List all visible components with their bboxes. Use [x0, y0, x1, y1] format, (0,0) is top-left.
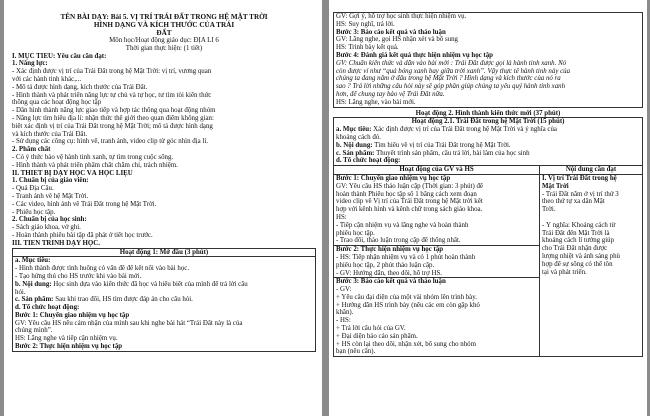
step-line: + Yêu cầu đại diện của một vài nhóm lên trình bày.: [336, 293, 477, 301]
content-title: I. Vị trí Trái Đất trong hệ: [542, 174, 617, 182]
text-line: 1. Chuẩn bị của giáo viên:: [12, 177, 89, 185]
lesson-title: TÊN BÀI DẠY: Bài 5. VỊ TRÍ TRÁI ĐẤT TRONG HỆ MẶT TRỜI: [60, 13, 268, 21]
warmup-title: Hoạt động 1: Mở đầu (3 phút): [13, 249, 315, 258]
step-line: + Trả lời câu hỏi của GV.: [336, 325, 406, 333]
step-line: video clip về Vị trí của Trái Đất trong hệ Mặt trời kết: [336, 198, 483, 206]
subject-line: Môn học/Hoạt động giáo dục: ĐỊA LÍ 6: [109, 37, 219, 44]
text-line: - Dần hình thành năng lực giao tiếp và hợp tác thông qua hoạt động nhóm: [12, 107, 216, 115]
activity-2-1-body: [334, 126, 642, 165]
text-line: thông qua các hoạt động học tập: [12, 99, 102, 107]
text-line: - Sử dụng các công cụ: hình vẽ, tranh ảnh, video clip từ góc nhìn địa lí.: [12, 138, 208, 146]
teacher-student-column: [334, 166, 540, 356]
text-line: 1. Năng lực:: [12, 60, 48, 68]
time-line: Thời gian thực hiện: (1 tiết): [125, 44, 203, 52]
step-cell: [334, 175, 539, 246]
text-line: b. Nội dung: Học sinh dựa vào kiến thức đã học và hiểu biết của mình để trả lời câu: [15, 280, 248, 288]
step-line: bạn (nếu cần).: [336, 348, 376, 356]
content-line: Trời.: [542, 206, 556, 214]
step-line: - Trao đổi, thảo luận trong cặp để thống nhất.: [336, 237, 461, 245]
hs-note: HS: Lắng nghe, vào bài mới.: [336, 98, 416, 106]
content-line: - Ý nghĩa: Khoảng cách từ: [542, 221, 616, 229]
text-line: - Xác định được vị trí của Trái Đất trong hệ Mặt Trời: vị trí, vương quan: [12, 68, 212, 76]
text-line: khoảng cách đó.: [336, 133, 381, 141]
step-title: Bước 2: Thực hiện nhiệm vụ học tập: [336, 246, 444, 254]
warmup-continued-body: [334, 13, 642, 60]
step-line: - GV: Hướng dẫn, theo dõi, hỗ trợ HS.: [336, 269, 443, 277]
gv-note-4: sao ? Trả lời những câu hỏi này sẽ góp phần giúp chúng ta yêu quý hành tinh xanh: [336, 83, 566, 91]
text-line: và kích thước của Trái Đất.: [12, 130, 88, 138]
objective-heading: I. MỤC TIÊU: Yêu cầu cần đạt:: [12, 52, 107, 60]
page1-body: [12, 60, 316, 247]
text-line: - Tranh ảnh về hệ Mặt Trời.: [12, 192, 89, 200]
text-line: - Hình thành và phát triển năng lực tự chủ và tự học, tư tìm tòi kiến thức: [12, 91, 212, 99]
text-line: GV: Yêu cầu HS nêu cảm nhận của mình sau khi nghe bài hát “Trái Đất này là của: [15, 319, 243, 327]
step-line: - HS: Tiếp nhận nhiệm vụ và có 1 phút hoàn thành: [336, 253, 476, 261]
text-line: a. Mục tiêu: Xác định được vị trí của Trái Đất trong hệ Mặt Trời và ý nghĩa của: [336, 126, 557, 134]
step-line: hoàn thành Phiếu học tập số 1 bằng cách xem đoạn: [336, 190, 477, 198]
text-line: HS: Suy nghĩ, trả lời.: [336, 20, 395, 28]
text-line: c. Sản phẩm: Thuyết trình sản phẩm, câu trả lời, bài làm của học sinh: [336, 149, 530, 157]
text-line: d. Tổ chức hoạt động:: [15, 304, 80, 312]
text-line: - Quả Địa Cầu.: [12, 185, 54, 193]
text-line: Bước 4: Đánh giá kết quả thực hiện nhiệm vụ học tập: [336, 51, 494, 59]
step-line: phiếu học tập.: [336, 229, 375, 237]
content-title-line2: Mặt Trời: [542, 182, 569, 190]
content-line: lượng nhiệt và ánh sáng phù: [542, 252, 620, 260]
gv-note-5: hơn, để chung tay bảo vệ Trái Đất nữa.: [336, 90, 445, 98]
content-line: Trái Đất đến Mặt Trời là: [542, 229, 610, 237]
content-column: [540, 166, 642, 356]
text-line: III. TIẾN TRÌNH DẠY HỌC.: [12, 239, 100, 247]
step-title: Bước 3: Báo cáo kết quả và thảo luận: [336, 278, 446, 286]
step-line: + Đại diện báo cáo sản phẩm.: [336, 332, 418, 340]
content-line: khoảng cách lí tưởng giúp: [542, 237, 615, 245]
text-line: Bước 2: Thực hiện nhiệm vụ học tập: [15, 343, 123, 351]
activity-2-1-title: Hoạt động 2.1. Trái Đất trong hệ Mặt Trời (15 phút): [411, 118, 565, 126]
text-line: b. Nội dung: Tìm hiểu về vị trí của Trái Đất trong hệ Mặt Trời.: [336, 141, 511, 149]
text-line: - Có ý thức bảo vệ hành tinh xanh, tự tìm trong cuộc sống.: [12, 153, 174, 161]
gv-note-3: chúng ta đang nằm ở đâu trong hệ Mặt Trời ? Hình dạng và kích thước của nó ra: [336, 75, 561, 83]
document-page-right: [329, 0, 647, 416]
warmup-body: [13, 257, 315, 351]
step-line: - GV:: [336, 286, 352, 294]
activity-2-title: Hoạt động 2. Hình thành kiến thức mới (37 phút): [415, 109, 561, 117]
text-line: II. THIẾT BỊ DẠY HỌC VÀ HỌC LIỆU: [12, 169, 133, 177]
text-line: 2. Phẩm chất: [12, 146, 51, 154]
step-line: - Tiếp cận nhiệm vụ và lắng nghe và hoàn thành: [336, 221, 469, 229]
text-line: - Hoàn thành phiếu bài tập đã phát ở tiết học trước.: [12, 231, 153, 239]
lesson-title-line2: HÌNH DẠNG VÀ KÍCH THƯỚC CỦA TRÁI: [93, 21, 235, 29]
step-line: GV: Yêu cầu HS thảo luận cặp (Thời gian: 3 phút) để: [336, 182, 483, 190]
text-line: Bước 1: Chuyển giao nhiệm vụ học tập: [15, 311, 130, 319]
step-line: phiếu học tập, 2 phút thảo luận cặp.: [336, 261, 435, 269]
content-line: - Trái Đất nằm ở vị trí thứ 3: [542, 190, 619, 198]
text-line: - Phiếu học tập.: [12, 208, 56, 216]
step-line: HS:: [336, 213, 347, 221]
lesson-title-line3: ĐẤT: [156, 29, 172, 37]
text-line: - Hình thành được tình huống có vấn đề để kết nối vào bài học.: [15, 265, 190, 273]
text-line: d. Tổ chức hoạt động:: [336, 157, 401, 165]
step-cell: [334, 246, 539, 278]
col-right-header: Nội dung cần đạt: [540, 166, 642, 175]
content-line: tại và phát triển.: [542, 268, 587, 276]
warmup-continued: [333, 12, 643, 108]
content-line: cho Trái Đất nhận được: [542, 245, 608, 253]
text-line: GV: Gợi ý, hỗ trợ học sinh thực hiện nhiệm vụ.: [336, 13, 467, 20]
text-line: - Tạo hứng thú cho HS trước khi vào bài mới.: [15, 272, 142, 280]
text-line: - Hình thành và phát triển phẩm chất chăm chỉ, trách nhiệm.: [12, 161, 178, 169]
text-line: - Các video, hình ảnh về Trái Đất trong hệ Mặt Trời.: [12, 200, 157, 208]
text-line: - Năng lực tìm hiểu địa lí: nhận thức thế giới theo quan điểm không gian:: [12, 114, 214, 122]
text-line: a. Mục tiêu:: [15, 257, 51, 265]
content-line: hợp để sự sống có thể tồn: [542, 260, 613, 268]
col-left-header: Hoạt động của GV và HS: [334, 166, 539, 175]
text-line: với các hành tinh khác,...: [12, 75, 82, 83]
text-line: Bước 3: Báo cáo kết quả và thảo luận: [336, 28, 446, 36]
step-title: Bước 1: Chuyển giao nhiệm vụ học tập: [336, 174, 451, 182]
text-line: c. Sản phẩm: Sau khi trao đổi, HS tìm được đáp án cho câu hỏi.: [15, 296, 193, 304]
content-line: [542, 214, 640, 222]
text-line: biết xác định vị trí của Trái Đất trong hệ Mặt Trời; mô tả được hình dạng: [12, 122, 213, 130]
step-line: + HS còn lại theo dõi, nhận xét, bổ sung cho nhóm: [336, 340, 476, 348]
warmup-section: [12, 248, 316, 352]
text-line: chúng mình”.: [15, 327, 53, 335]
content-line: theo thứ tự xa dần Mặt: [542, 198, 605, 206]
text-line: - Sách giáo khoa, vở ghi.: [12, 224, 81, 232]
text-line: GV: Lắng nghe, gọi HS nhận xét và bổ sung: [336, 36, 458, 44]
gv-note-1: GV: Chuẩn kiến thức và dẫn vào bài mới : Trái Đất được gọi là hành tinh xanh. Nó: [336, 59, 567, 67]
text-line: HS: Lắng nghe và tiếp cận nhiệm vụ.: [15, 335, 118, 343]
step-line: + Hướng dẫn HS trình bày (nếu các em còn gặp khó: [336, 301, 480, 309]
text-line: HS: Trình bày kết quả.: [336, 44, 399, 52]
text-line: hỏi.: [15, 288, 26, 296]
gv-note-2: còn được ví như “quả bóng xanh bay giữa trời xanh”. Vậy thực tế hành tinh này của: [336, 67, 571, 75]
step-line: - HS:: [336, 317, 351, 325]
step-line: khăn).: [336, 309, 354, 317]
text-line: - Mô tả được hình dạng, kích thước của Trái Đất.: [12, 83, 148, 91]
document-page-left: [4, 0, 322, 416]
step-line: hợp với kênh hình và kênh chữ trong sách giáo khoa.: [336, 206, 483, 214]
text-line: 2. Chuẩn bị của học sinh:: [12, 216, 87, 224]
step-cell: [334, 278, 539, 356]
